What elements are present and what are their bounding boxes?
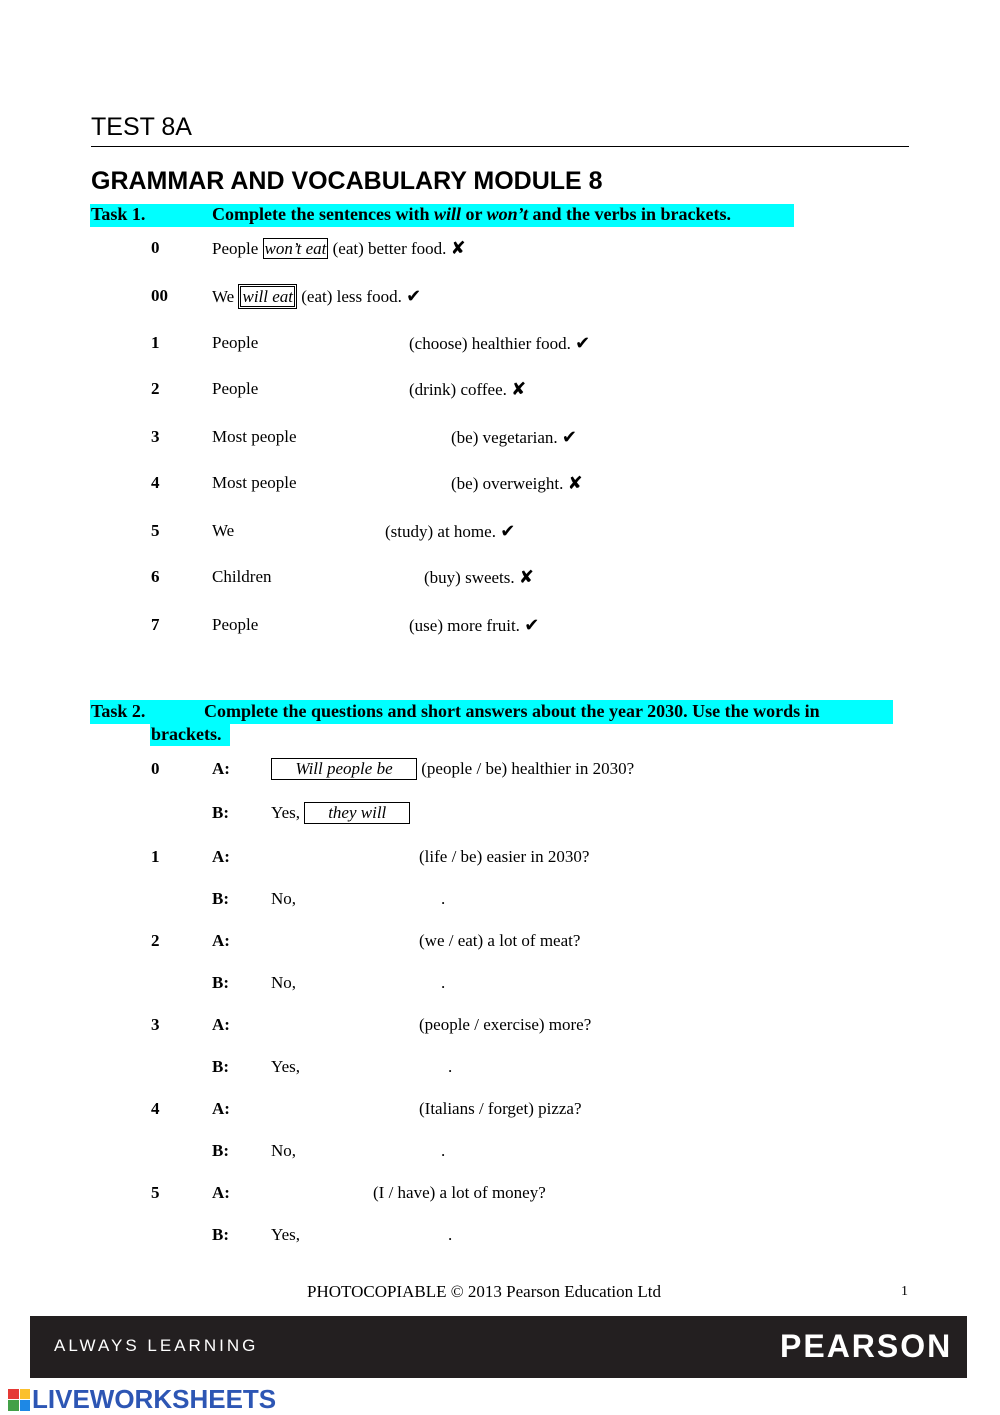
speaker-a-label: A: xyxy=(212,1099,230,1118)
task1-item-number: 3 xyxy=(151,427,160,446)
task2-item-number: 1 xyxy=(151,847,160,866)
task1-item-number: 5 xyxy=(151,521,160,540)
task1-item-subject: People xyxy=(212,615,259,634)
module-title: GRAMMAR AND VOCABULARY MODULE 8 xyxy=(91,167,603,195)
task1-item-rest: (be) vegetarian. ✔ xyxy=(451,427,578,448)
task1-item-rest: (buy) sweets. ✘ xyxy=(424,567,534,588)
task1-item-subject: We xyxy=(212,521,235,540)
liveworksheets-logo[interactable] xyxy=(8,1384,276,1415)
task1-item-rest: (choose) healthier food. ✔ xyxy=(409,333,591,354)
task1-item-subject: Children xyxy=(212,567,272,586)
task1-answer-box[interactable]: will eat xyxy=(238,284,297,309)
task2-short-answer-end: . xyxy=(441,1141,446,1160)
task2-short-answer: Yes, they will xyxy=(271,802,410,824)
speaker-b-label: B: xyxy=(212,1141,229,1160)
pearson-logo: PEARSON xyxy=(780,1328,953,1364)
task1-item-subject: Most people xyxy=(212,473,297,492)
task1-item-rest: (use) more fruit. ✔ xyxy=(409,615,540,636)
task2-question: (we / eat) a lot of meat? xyxy=(419,931,581,950)
task1-item-number: 6 xyxy=(151,567,160,586)
speaker-b-label: B: xyxy=(212,889,229,908)
cross-icon: ✘ xyxy=(567,473,583,494)
task1-item-sentence: People won’t eat (eat) better food. ✘ xyxy=(212,238,466,259)
task2-instruction: brackets. xyxy=(151,724,222,744)
speaker-a-label: A: xyxy=(212,759,230,778)
speaker-b-label: B: xyxy=(212,803,229,822)
task1-item-number: 00 xyxy=(151,286,168,305)
speaker-b-label: B: xyxy=(212,1057,229,1076)
task2-question: Will people be (people / be) healthier in 2030? xyxy=(271,758,634,780)
task2-short-answer-end: . xyxy=(441,973,446,992)
task1-item-rest: (drink) coffee. ✘ xyxy=(409,379,527,400)
task2-short-answer-start: No, xyxy=(271,889,297,908)
task2-short-answer-start: No, xyxy=(271,973,297,992)
check-icon: ✔ xyxy=(406,286,422,307)
task2-item-number: 3 xyxy=(151,1015,160,1034)
task1-item-number: 2 xyxy=(151,379,160,398)
brand-tagline: ALWAYS LEARNING xyxy=(54,1336,259,1355)
task1-item-number: 7 xyxy=(151,615,160,634)
task1-label: Task 1. xyxy=(91,204,146,224)
task2-item-number: 2 xyxy=(151,931,160,950)
liveworksheets-icon xyxy=(8,1389,30,1411)
check-icon: ✔ xyxy=(500,521,516,542)
task2-short-answer-start: No, xyxy=(271,1141,297,1160)
speaker-a-label: A: xyxy=(212,1183,230,1202)
check-icon: ✔ xyxy=(575,333,591,354)
task2-question: (I / have) a lot of money? xyxy=(373,1183,546,1202)
task2-short-answer-end: . xyxy=(441,889,446,908)
speaker-b-label: B: xyxy=(212,1225,229,1244)
task2-short-answer-end: . xyxy=(448,1057,453,1076)
speaker-a-label: A: xyxy=(212,1015,230,1034)
task2-item-number: 0 xyxy=(151,759,160,778)
task1-item-subject: People xyxy=(212,379,259,398)
title-divider xyxy=(91,146,909,147)
task2-question: (people / exercise) more? xyxy=(419,1015,592,1034)
speaker-a-label: A: xyxy=(212,931,230,950)
cross-icon: ✘ xyxy=(450,238,466,259)
liveworksheets-wordmark: LIVEWORKSHEETS xyxy=(32,1384,277,1414)
task2-question: (life / be) easier in 2030? xyxy=(419,847,590,866)
task2-answer-box[interactable]: Will people be xyxy=(271,758,417,780)
task1-instruction: Complete the sentences with will or won’t and the verbs in brackets. xyxy=(212,204,732,224)
task1-item-sentence: We will eat (eat) less food. ✔ xyxy=(212,286,422,307)
task1-item-number: 0 xyxy=(151,238,160,257)
copyright-notice: PHOTOCOPIABLE © 2013 Pearson Education Ltd xyxy=(307,1282,661,1301)
task2-short-answer-end: . xyxy=(448,1225,453,1244)
task2-label: Task 2. xyxy=(91,701,146,721)
page-number: 1 xyxy=(901,1284,908,1299)
task2-short-answer-start: Yes, xyxy=(271,1225,300,1244)
task1-item-number: 4 xyxy=(151,473,160,492)
task2-instruction: Complete the questions and short answers about the year 2030. Use the words in xyxy=(204,701,820,721)
speaker-a-label: A: xyxy=(212,847,230,866)
task1-item-subject: Most people xyxy=(212,427,297,446)
task2-item-number: 5 xyxy=(151,1183,160,1202)
task2-short-answer-start: Yes, xyxy=(271,1057,300,1076)
task2-answer-box[interactable]: they will xyxy=(304,802,410,824)
check-icon: ✔ xyxy=(524,615,540,636)
task1-answer-box[interactable]: won’t eat xyxy=(264,239,327,258)
cross-icon: ✘ xyxy=(511,379,527,400)
cross-icon: ✘ xyxy=(518,567,534,588)
check-icon: ✔ xyxy=(561,427,578,448)
task2-item-number: 4 xyxy=(151,1099,160,1118)
task2-question: (Italians / forget) pizza? xyxy=(419,1099,582,1118)
task1-item-subject: People xyxy=(212,333,259,352)
task1-item-number: 1 xyxy=(151,333,160,352)
task1-item-rest: (be) overweight. ✘ xyxy=(451,473,583,494)
test-title: TEST 8A xyxy=(91,113,192,141)
task1-item-rest: (study) at home. ✔ xyxy=(385,521,516,542)
speaker-b-label: B: xyxy=(212,973,229,992)
